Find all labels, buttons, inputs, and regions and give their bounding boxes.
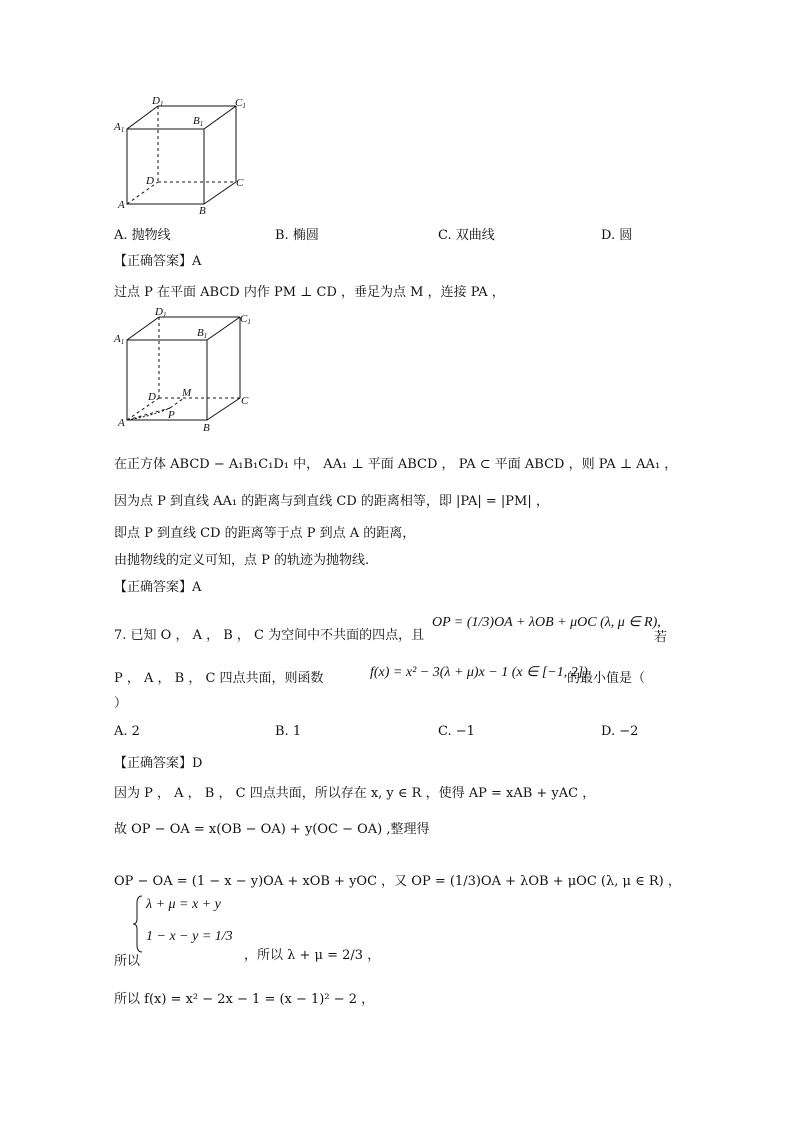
q6-solution-line1: 过点 P 在平面 ABCD 内作 PM ⊥ CD ，垂足为点 M ，连接 PA ， <box>114 285 505 300</box>
label-B1: B1 <box>193 115 204 128</box>
label-B1-2: B1 <box>197 327 208 340</box>
q6-option-a: A. 抛物线 <box>114 228 171 243</box>
label-B-2: B <box>203 422 210 434</box>
label-D: D <box>146 175 154 187</box>
q7-option-c: C. −1 <box>438 724 475 739</box>
q7-option-b: B. 1 <box>275 724 302 739</box>
label-C1-2: C1 <box>240 313 251 326</box>
q6-option-d: D. 圆 <box>601 228 633 243</box>
q7-option-d: D. −2 <box>601 724 639 739</box>
q7-option-a: A. 2 <box>114 724 140 739</box>
q7-stem-line1 <box>114 624 424 643</box>
q7-stem1-text: 7. 已知 O ， A ， B ， C 为空间中不共面的四点，且 <box>114 628 425 643</box>
q6-solution-line5: 由抛物线的定义可知，点 P 的轨迹为抛物线. <box>114 553 370 568</box>
q7-stem1-formula: OP = (1/3)OA + λOB + μOC (λ, μ ∈ R), <box>432 615 661 630</box>
label-D-2: D <box>148 391 156 403</box>
label-D1: D1 <box>152 95 164 108</box>
q6-solution-line4: 即点 P 到直线 CD 的距离等于点 P 到点 A 的距离， <box>114 526 416 541</box>
q6-answer: 【正确答案】A <box>114 254 202 269</box>
q7-solution-line3: OP − OA = (1 − x − y)OA + xOB + yOC ，又 OP = (1/3)OA + λOB + μOC (λ, μ ∈ R) ， <box>114 874 681 889</box>
q6-solution-line3: 因为点 P 到直线 AA₁ 的距离与到直线 CD 的距离相等，即 |PA| = |PM| ， <box>114 494 549 509</box>
system-eq2: 1 − x − y = 1/3 <box>146 929 233 944</box>
label-D1-2: D1 <box>155 306 167 319</box>
label-A-2: A <box>118 417 125 429</box>
q7-solution-line2: 故 OP − OA = x(OB − OA) + y(OC − OA) ,整理得 <box>114 822 430 837</box>
label-C1: C1 <box>235 97 246 110</box>
q7-solution-line1: 因为 P ， A ， B ， C 四点共面，所以存在 x, y ∈ R ，使得 AP = xAB + yAC ， <box>114 786 596 801</box>
label-C: C <box>236 177 244 189</box>
system-eq1: λ + μ = x + y <box>146 897 221 912</box>
q7-stem-line3: ） <box>114 696 128 711</box>
q7-stem-line2: P ， A ， B ， C 四点共面，则函数 <box>114 671 324 686</box>
q7-solution-line4: ，所以 λ + μ = 2/3 ， <box>244 948 381 963</box>
label-B: B <box>199 205 206 217</box>
q6-option-c: C. 双曲线 <box>438 228 495 243</box>
q7-solution-line5: 所以 f(x) = x² − 2x − 1 = (x − 1)² − 2 ， <box>114 992 375 1007</box>
q7-stem2-tail: 的最小值是（ <box>567 671 646 686</box>
q6-option-b: B. 椭圆 <box>275 228 319 243</box>
left-brace <box>132 895 144 953</box>
q7-answer: 【正确答案】D <box>114 756 203 771</box>
cube-figure-1 <box>112 94 252 218</box>
label-A1-2: A1 <box>114 333 125 346</box>
q6-options <box>114 224 674 242</box>
label-M: M <box>182 387 192 399</box>
label-A1: A1 <box>114 121 125 134</box>
equation-system <box>132 895 242 953</box>
cube-figure-2 <box>112 304 262 434</box>
q7-stem1-tail: 若 <box>654 630 668 645</box>
q7-stem2-formula: f(x) = x² − 3(λ + μ)x − 1 (x ∈ [−1, 2]) <box>370 665 588 680</box>
label-P: P <box>168 409 175 421</box>
label-A: A <box>118 199 125 211</box>
q6-solution-line2: 在正方体 ABCD − A₁B₁C₁D₁ 中， AA₁ ⊥ 平面 ABCD ， PA ⊂ 平面 ABCD ，则 PA ⊥ AA₁ ， <box>114 457 678 472</box>
q7-solution-line4-prefix: 所以 <box>114 954 141 969</box>
label-C-2: C <box>241 395 249 407</box>
q6-answer-2: 【正确答案】A <box>114 580 202 595</box>
q7-options <box>114 724 674 742</box>
